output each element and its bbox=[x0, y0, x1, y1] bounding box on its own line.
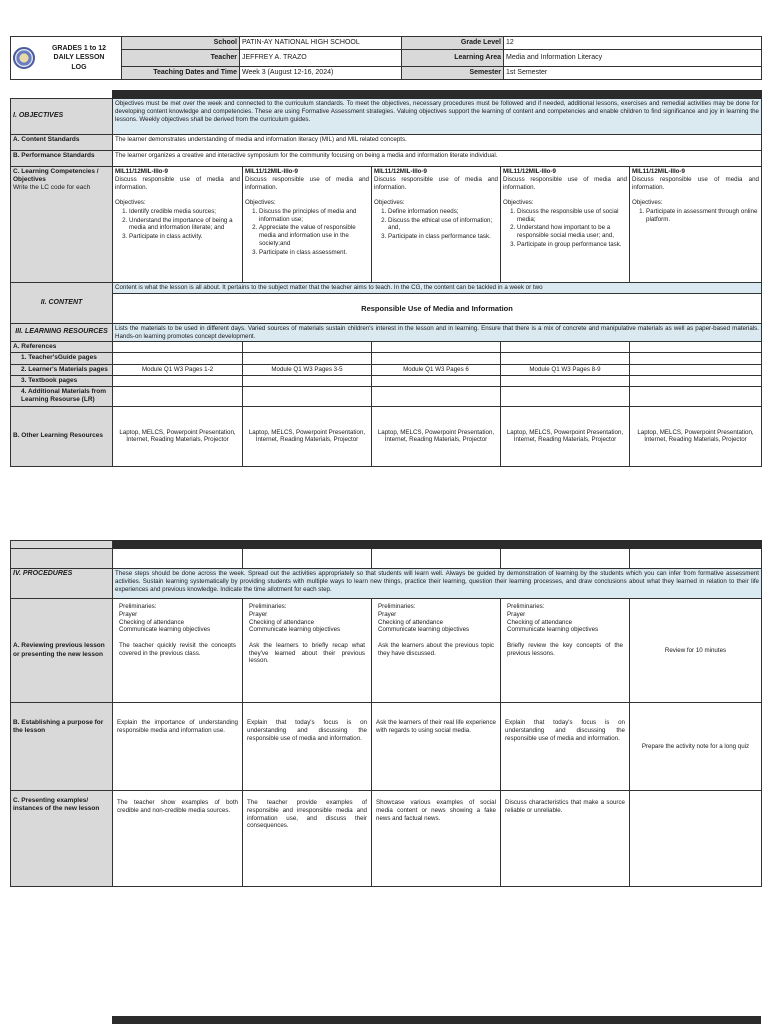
logo-cell bbox=[11, 37, 122, 80]
lc-text: Discuss responsible use of media and information. bbox=[374, 175, 498, 191]
reviewing-day-4: Preliminaries: Prayer Checking of attendance Communicate learning objectives Briefly review the key concepts of the previous lessons. bbox=[501, 599, 630, 703]
reviewing-day-5: Review for 10 minutes bbox=[630, 599, 762, 703]
competency-day-1 bbox=[113, 167, 243, 283]
lc-text: Discuss responsible use of media and information. bbox=[503, 175, 627, 191]
references-label: A. References bbox=[11, 342, 113, 353]
lc-text: Discuss responsible use of media and information. bbox=[245, 175, 369, 191]
procedures-title: IV. PROCEDURES bbox=[11, 569, 113, 599]
examples-day-5 bbox=[630, 791, 762, 887]
competency-day-5 bbox=[630, 167, 762, 283]
lc-code: MIL11/12MIL-IIIo-9 bbox=[115, 168, 168, 175]
procedures-note: These steps should be done across the week. Spread out the activities appropriately so that students will learn well. Always be guided by demonstration of learning by the students which you can infer from formative assessment activities. Sustain learning systematically by providing students with multiple ways to learn new things, practice their learning, question their learning processes, and draw conclusions about what they learned in relation to their life experiences and previous knowledge. Indicate the time allotment for each step. bbox=[113, 569, 762, 599]
examples-day-1: The teacher show examples of both credible and non-credible media sources. bbox=[113, 791, 243, 887]
other-resources-day-4: Laptop, MELCS, Powerpoint Presentation, Internet, Reading Materials, Projector bbox=[501, 406, 630, 466]
objectives-table bbox=[10, 90, 762, 467]
learner-pages-day-2: Module Q1 W3 Pages 3-5 bbox=[243, 364, 372, 375]
additional-materials-label: 4. Additional Materials from Learning Resourse (LR) bbox=[11, 386, 113, 406]
other-resources-day-1: Laptop, MELCS, Powerpoint Presentation, Internet, Reading Materials, Projector bbox=[113, 406, 243, 466]
content-note: Content is what the lesson is all about. It pertains to the subject matter that the teacher aims to teach. In the CG, the content can be tackled in a week or two bbox=[113, 283, 762, 294]
examples-label: C. Presenting examples/ instances of the new lesson bbox=[11, 791, 113, 887]
dates-value: Week 3 (August 12-16, 2024) bbox=[240, 67, 402, 80]
obj-label: Objectives: bbox=[503, 199, 534, 206]
purpose-day-3: Ask the learners of their real life experience with regards to using social media. bbox=[372, 703, 501, 791]
other-resources-day-3: Laptop, MELCS, Powerpoint Presentation, Internet, Reading Materials, Projector bbox=[372, 406, 501, 466]
performance-standards-label: B. Performance Standards bbox=[11, 151, 113, 167]
textbook-label: 3. Textbook pages bbox=[11, 375, 113, 386]
next-page-header-bar bbox=[112, 1016, 761, 1024]
obj-item: 3. Participate in class activity. bbox=[129, 233, 240, 241]
teacher-guide-label: 1. Teacher'sGuide pages bbox=[11, 353, 113, 364]
obj-item: 3. Participate in class performance task. bbox=[388, 233, 498, 241]
purpose-day-2: Explain that today's focus is on understanding and discussing the responsible use of media and information. bbox=[243, 703, 372, 791]
grade-value: 12 bbox=[504, 37, 762, 50]
resources-note: Lists the materials to be used in different days. Varied sources of materials sustain children's interest in the lesson and in learning. Ensure that there is a mix of concrete and manipulative materials as well as paper-based materials. Hands-on learning promotes concept development. bbox=[113, 323, 762, 342]
other-resources-day-2: Laptop, MELCS, Powerpoint Presentation, Internet, Reading Materials, Projector bbox=[243, 406, 372, 466]
obj-item: 1. Participate in assessment through online platform. bbox=[646, 208, 759, 224]
lc-code: MIL11/12MIL-IIIo-9 bbox=[245, 168, 298, 175]
competency-day-4 bbox=[501, 167, 630, 283]
header-table bbox=[10, 36, 762, 80]
content-standards-value: The learner demonstrates understanding of media and information literacy (MIL) and MIL related concepts. bbox=[113, 135, 762, 151]
learner-pages-day-3: Module Q1 W3 Pages 6 bbox=[372, 364, 501, 375]
area-value: Media and Information Literacy bbox=[504, 49, 762, 66]
semester-label: Semester bbox=[402, 67, 504, 80]
reviewing-day-2: Preliminaries: Prayer Checking of attendance Communicate learning objectives Ask the learners to briefly recap what they've learned about their previous lesson. bbox=[243, 599, 372, 703]
school-label: School bbox=[122, 37, 240, 50]
obj-item: 2. Understand how important to be a responsible social media user; and, bbox=[517, 224, 627, 240]
content-topic: Responsible Use of Media and Information bbox=[113, 293, 762, 323]
obj-item: 3. Participate in class assessment. bbox=[259, 249, 369, 257]
learner-pages-day-1: Module Q1 W3 Pages 1-2 bbox=[113, 364, 243, 375]
obj-label: Objectives: bbox=[374, 199, 405, 206]
obj-item: 1. Define information needs; bbox=[388, 208, 498, 216]
objectives-note: Objectives must be met over the week and connected to the curriculum standards. To meet the objectives, necessary procedures must be followed and if needed, additional lessons, exercises and remedial activities may be done for developing content knowledge and competencies. These are using Formative Assessment strategies. Valuing objectives support the learning of content and competencies and enable children to find significance and joy in learning the lessons. Weekly objectives shall be derived from the curriculum guides. bbox=[113, 99, 762, 135]
lc-text: Discuss responsible use of media and information. bbox=[632, 175, 759, 191]
grade-label: Grade Level bbox=[402, 37, 504, 50]
learner-pages-day-5 bbox=[630, 364, 762, 375]
objectives-title: I. OBJECTIVES bbox=[11, 99, 113, 135]
lc-code: MIL11/12MIL-IIIo-9 bbox=[632, 168, 685, 175]
competencies-label: C. Learning Competencies / Objectives bbox=[13, 168, 99, 184]
area-label: Learning Area bbox=[402, 49, 504, 66]
competencies-sub: Write the LC code for each bbox=[13, 184, 91, 192]
lc-code: MIL11/12MIL-IIIo-9 bbox=[503, 168, 556, 175]
obj-label: Objectives: bbox=[632, 199, 663, 206]
other-resources-label: B. Other Learning Resources bbox=[11, 406, 113, 466]
school-value: PATIN-AY NATIONAL HIGH SCHOOL bbox=[240, 37, 402, 50]
obj-item: 2. Understand the importance of being a media and information literate; and bbox=[129, 217, 240, 233]
obj-item: 1. Identify credible media sources; bbox=[129, 208, 240, 216]
day-header-bar bbox=[113, 91, 762, 99]
obj-label: Objectives: bbox=[245, 199, 276, 206]
examples-day-2: The teacher provide examples of responsible and irresponsible media and information use, and discuss their consequences. bbox=[243, 791, 372, 887]
procedures-table bbox=[10, 540, 762, 887]
obj-item: 2. Appreciate the value of responsible media and information use in the society;and bbox=[259, 224, 369, 247]
obj-label: Objectives: bbox=[115, 199, 146, 206]
purpose-day-1: Explain the importance of understanding responsible media and information use. bbox=[113, 703, 243, 791]
purpose-day-4: Explain that today's focus is on understanding and discussing the responsible use of media and information. bbox=[501, 703, 630, 791]
day-header-bar bbox=[113, 541, 762, 549]
reviewing-label: A. Reviewing previous lesson or presenting the new lesson bbox=[11, 599, 113, 703]
examples-day-3: Showcase various examples of social media content or news showing a fake news and factual news. bbox=[372, 791, 501, 887]
learner-materials-label: 2. Learner's Materials pages bbox=[11, 364, 113, 375]
teacher-label: Teacher bbox=[122, 49, 240, 66]
dll-title: GRADES 1 to 12 DAILY LESSON LOG bbox=[51, 45, 107, 71]
purpose-day-5: Prepare the activity note for a long quiz bbox=[630, 703, 762, 791]
performance-standards-value: The learner organizes a creative and interactive symposium for the community focusing on being a media and information literate individual. bbox=[113, 151, 762, 167]
lc-text: Discuss responsible use of media and information. bbox=[115, 175, 240, 191]
reviewing-day-3: Preliminaries: Prayer Checking of attendance Communicate learning objectives Ask the learners about the previous topic they have discussed. bbox=[372, 599, 501, 703]
competencies-label-cell bbox=[11, 167, 113, 283]
teacher-value: JEFFREY A. TRAZO bbox=[240, 49, 402, 66]
competency-day-2 bbox=[243, 167, 372, 283]
purpose-label: B. Establishing a purpose for the lesson bbox=[11, 703, 113, 791]
lc-code: MIL11/12MIL-IIIo-9 bbox=[374, 168, 427, 175]
competency-day-3 bbox=[372, 167, 501, 283]
learner-pages-day-4: Module Q1 W3 Pages 8-9 bbox=[501, 364, 630, 375]
deped-seal-icon bbox=[13, 47, 35, 69]
obj-item: 2. Discuss the ethical use of information; and, bbox=[388, 217, 498, 233]
semester-value: 1st Semester bbox=[504, 67, 762, 80]
content-title: II. CONTENT bbox=[11, 283, 113, 324]
content-standards-label: A. Content Standards bbox=[11, 135, 113, 151]
dates-label: Teaching Dates and Time bbox=[122, 67, 240, 80]
other-resources-day-5: Laptop, MELCS, Powerpoint Presentation, Internet, Reading Materials, Projector bbox=[630, 406, 762, 466]
resources-title: III. LEARNING RESOURCES bbox=[11, 323, 113, 342]
obj-item: 1. Discuss the principles of media and information use; bbox=[259, 208, 369, 224]
obj-item: 3. Participate in group performance task. bbox=[517, 241, 627, 249]
obj-item: 1. Discuss the responsible use of social media; bbox=[517, 208, 627, 224]
reviewing-day-1: Preliminaries: Prayer Checking of attendance Communicate learning objectives The teacher quickly revisit the concepts covered in the previous class. bbox=[113, 599, 243, 703]
examples-day-4: Discuss characteristics that make a source reliable or unreliable. bbox=[501, 791, 630, 887]
